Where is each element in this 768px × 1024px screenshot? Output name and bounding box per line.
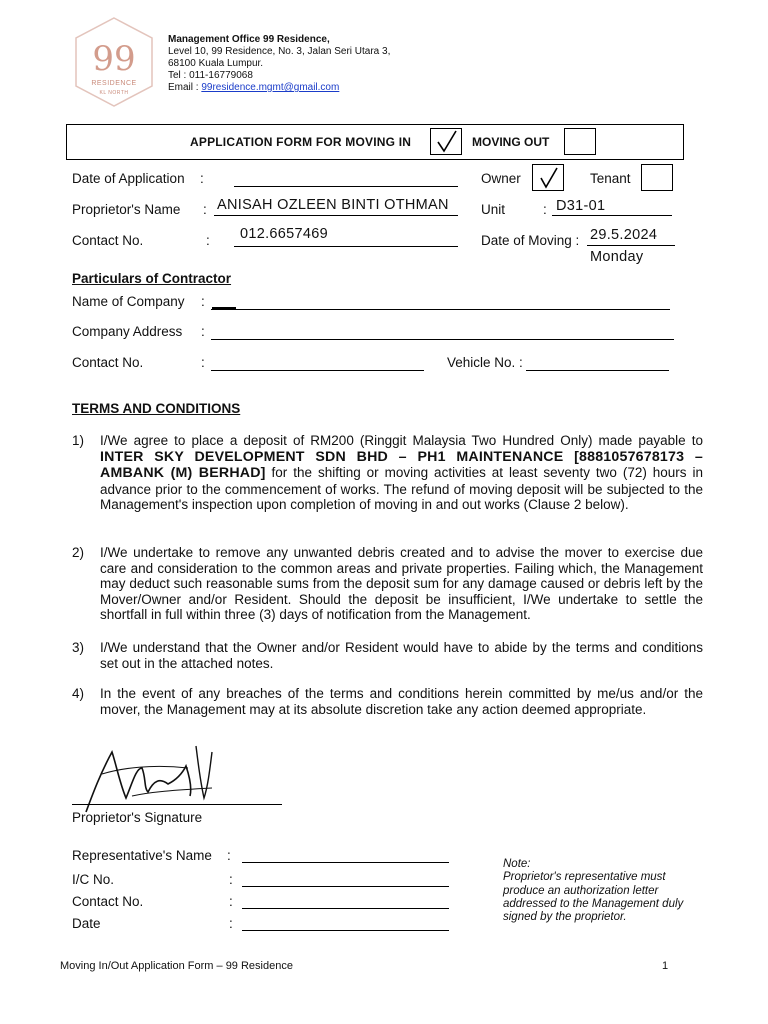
colon: :: [229, 894, 233, 909]
authorization-note: [503, 858, 693, 924]
date-of-moving-day: Monday: [590, 249, 644, 265]
contact-no-label: Contact No.: [72, 233, 144, 248]
email-label: Email :: [168, 82, 202, 93]
term-1-number: 1): [72, 433, 85, 448]
address-line-1: Level 10, 99 Residence, No. 3, Jalan Seri Utara 3,: [168, 46, 391, 57]
colon: :: [201, 355, 205, 370]
moving-in-title: APPLICATION FORM FOR MOVING IN: [190, 135, 412, 149]
unit-label: Unit: [481, 202, 506, 217]
term-1-text: [100, 433, 703, 513]
field-cursor-mark: [212, 307, 236, 309]
checkmark-icon: [538, 166, 560, 190]
logo-name: RESIDENCE: [91, 80, 137, 87]
telephone: Tel : 011-16779068: [168, 70, 253, 81]
term-3-text: I/We understand that the Owner and/or Resident would have to abide by the terms and conditions set out in the attached notes.: [100, 640, 703, 671]
term-4-number: 4): [72, 686, 85, 701]
colon: :: [201, 294, 205, 309]
representative-contact-label: Contact No.: [72, 894, 144, 909]
representative-contact-field[interactable]: [242, 908, 449, 909]
proprietor-name-value: ANISAH OZLEEN BINTI OTHMAN: [217, 197, 449, 213]
colon: :: [201, 324, 205, 339]
ic-no-label: I/C No.: [72, 872, 115, 887]
contractor-contact-label: Contact No.: [72, 355, 144, 370]
email-line: [168, 82, 390, 94]
management-address-block: [168, 34, 390, 94]
date-of-application-field[interactable]: [234, 186, 458, 187]
representative-name-label: Representative's Name: [72, 848, 212, 863]
moving-in-checkbox[interactable]: [430, 128, 462, 155]
term-2-text: I/We undertake to remove any unwanted debris created and to advise the mover to exercise due care and consideration to the common areas and private properties. Failing which, the Management may deduct such reasonable sums from the deposit sum for any damage caused or debris left by the Mover/Owner and/or Resident. Should the deposit be insufficient, I/We undertake to settle the shortfall in full within three (3) days of notification from the Management.: [100, 545, 703, 623]
company-address-label: Company Address: [72, 324, 183, 339]
colon: :: [227, 848, 231, 863]
owner-label: Owner: [481, 171, 521, 186]
date-field[interactable]: [242, 930, 449, 931]
residence-logo: [72, 14, 156, 110]
handwritten-signature: [72, 738, 222, 818]
note-body: Proprietor's representative must produce an authorization letter addressed to the Management duly signed by the proprietor.: [503, 871, 684, 924]
company-address-field[interactable]: [211, 339, 674, 340]
term-1-text-a: I/We agree to place a deposit of RM200 (Ringgit Malaysia Two Hundred Only) made payable to: [100, 433, 703, 448]
moving-out-title: MOVING OUT: [472, 135, 550, 149]
logo-tagline: KL NORTH: [99, 90, 129, 96]
proprietor-name-field[interactable]: [214, 215, 458, 216]
date-of-moving-value: 29.5.2024: [590, 227, 658, 243]
term-4-text: In the event of any breaches of the terms and conditions herein committed by me/us and/or the mover, the Management may at its absolute discretion take any action deemed appropriate.: [100, 686, 703, 717]
unit-value: D31-01: [556, 198, 606, 214]
tenant-checkbox[interactable]: [641, 164, 673, 191]
signature-line[interactable]: [72, 804, 282, 805]
term-1-text-b: for the shifting or moving activities at least seventy two (72) hours in advance prior to the commencement of works. The refund of moving deposit will be subjected to the Management's inspection upon completion of moving in and out works (Clause 2 below).: [100, 465, 703, 513]
contractor-heading: Particulars of Contractor: [72, 271, 232, 286]
colon: :: [229, 872, 233, 887]
colon: :: [206, 233, 210, 248]
footer-title: Moving In/Out Application Form – 99 Residence: [60, 960, 293, 972]
colon: :: [229, 916, 233, 931]
tenant-label: Tenant: [590, 171, 631, 186]
office-name: Management Office 99 Residence,: [168, 34, 330, 45]
colon: :: [203, 202, 207, 217]
company-name-label: Name of Company: [72, 294, 185, 309]
date-of-moving-field[interactable]: [587, 245, 675, 246]
signature-label: Proprietor's Signature: [72, 810, 203, 825]
owner-checkbox[interactable]: [532, 164, 564, 191]
proprietor-name-label: Proprietor's Name: [72, 202, 181, 217]
contact-no-value: 012.6657469: [240, 226, 328, 242]
contact-no-field[interactable]: [234, 246, 458, 247]
terms-heading: TERMS AND CONDITIONS: [72, 401, 241, 416]
moving-out-checkbox[interactable]: [564, 128, 596, 155]
colon: :: [200, 171, 204, 186]
vehicle-no-label: Vehicle No. :: [447, 355, 523, 370]
unit-field[interactable]: [552, 215, 672, 216]
email-link[interactable]: 99residence.mgmt@gmail.com: [201, 82, 340, 93]
address-line-2: 68100 Kuala Lumpur.: [168, 58, 264, 69]
term-2-number: 2): [72, 545, 85, 560]
ic-no-field[interactable]: [242, 886, 449, 887]
date-of-application-label: Date of Application: [72, 171, 185, 186]
company-name-field[interactable]: [211, 309, 670, 310]
contractor-contact-field[interactable]: [211, 370, 424, 371]
checkmark-icon: [435, 129, 459, 155]
note-title: Note:: [503, 858, 531, 870]
term-1-payee: INTER SKY DEVELOPMENT SDN BHD – PH1 MAINTENANCE [8881057678173 – AMBANK (M) BERHAD]: [100, 448, 703, 482]
colon: :: [543, 202, 547, 217]
representative-name-field[interactable]: [242, 862, 449, 863]
logo-numeral: 99: [92, 39, 136, 79]
term-3-number: 3): [72, 640, 85, 655]
date-label: Date: [72, 916, 101, 931]
page-number: 1: [662, 960, 669, 972]
date-of-moving-label: Date of Moving :: [481, 233, 580, 248]
vehicle-no-field[interactable]: [526, 370, 669, 371]
